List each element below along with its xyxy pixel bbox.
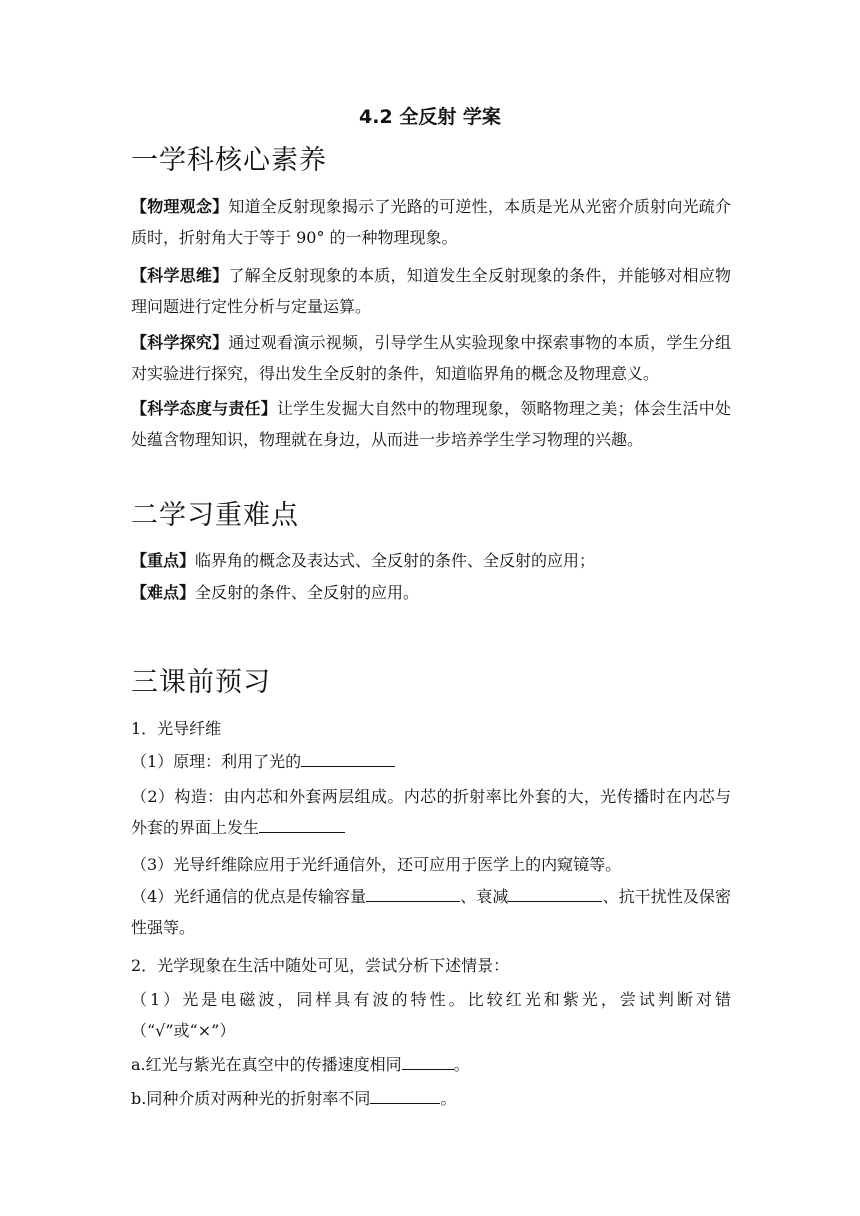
paragraph-difficult-point bbox=[131, 577, 731, 608]
paragraph-scientific-attitude bbox=[131, 393, 731, 455]
question-text: a.红光与紫光在真空中的传播速度相同 bbox=[131, 1055, 402, 1074]
question-1-part-1 bbox=[131, 746, 731, 777]
paragraph-scientific-thinking bbox=[131, 260, 731, 322]
question-text: （4）光纤通信的优点是传输容量 bbox=[131, 887, 367, 906]
tag-label: 【物理观念】 bbox=[131, 197, 229, 216]
question-text: 、衰减 bbox=[460, 887, 509, 906]
section-heading-key-points: 二学习重难点 bbox=[131, 500, 299, 531]
answer-blank[interactable] bbox=[259, 816, 345, 833]
paragraph-key-point bbox=[131, 545, 731, 576]
section-heading-core-literacy: 一学科核心素养 bbox=[131, 145, 327, 176]
document-title: 4.2 全反射 学案 bbox=[359, 106, 501, 128]
answer-blank[interactable] bbox=[402, 1053, 454, 1070]
question-text: b.同种介质对两种光的折射率不同 bbox=[131, 1089, 371, 1108]
paragraph-text: 知道全反射现象揭示了光路的可逆性，本质是光从光密介质射向光疏介质时，折射角大于等于 90° 的一种物理现象。 bbox=[131, 197, 731, 247]
tag-label: 【科学思维】 bbox=[131, 266, 229, 285]
question-text: （1）原理：利用了光的 bbox=[131, 752, 302, 771]
question-2-part-1: （1）光是电磁波，同样具有波的特性。比较红光和紫光，尝试判断对错（“√”或“×”） bbox=[131, 990, 731, 1040]
answer-blank[interactable] bbox=[366, 885, 460, 902]
paragraph-text: 通过观看演示视频，引导学生从实验现象中探索事物的本质，学生分组对实验进行探究，得出发生全反射的条件，知道临界角的概念及物理意义。 bbox=[131, 333, 731, 383]
tag-label: 【科学态度与责任】 bbox=[131, 399, 277, 418]
question-text: （2）构造：由内芯和外套两层组成。内芯的折射率比外套的大，光传播时在内芯与外套的界面上发生 bbox=[131, 787, 731, 837]
question-1-part-2 bbox=[131, 781, 731, 843]
tag-label: 【重点】 bbox=[131, 551, 196, 570]
question-1-part-3: （3）光导纤维除应用于光纤通信外，还可应用于医学上的内窥镜等。 bbox=[131, 855, 622, 874]
section-heading-preview: 三课前预习 bbox=[131, 667, 271, 698]
question-1-title: 1．光导纤维 bbox=[131, 719, 222, 738]
answer-blank[interactable] bbox=[370, 1087, 440, 1104]
answer-blank[interactable] bbox=[301, 750, 395, 767]
paragraph-text: 全反射的条件、全反射的应用。 bbox=[195, 583, 420, 602]
paragraph-text: 了解全反射现象的本质，知道发生全反射现象的条件，并能够对相应物理问题进行定性分析与定量运算。 bbox=[131, 266, 731, 316]
paragraph-scientific-inquiry bbox=[131, 327, 731, 389]
paragraph-physics-concept bbox=[131, 191, 731, 253]
question-2-title: 2．光学现象在生活中随处可见，尝试分析下述情景： bbox=[131, 956, 510, 975]
paragraph-text: 临界角的概念及表达式、全反射的条件、全反射的应用； bbox=[195, 551, 596, 570]
question-text: 。 bbox=[440, 1089, 457, 1108]
question-2-item-a bbox=[131, 1049, 731, 1080]
answer-blank[interactable] bbox=[508, 885, 602, 902]
paragraph-text: 让学生发掘大自然中的物理现象，领略物理之美；体会生活中处处蕴含物理知识，物理就在身边，从而进一步培养学生学习物理的兴趣。 bbox=[131, 399, 731, 449]
question-1-part-4 bbox=[131, 881, 731, 943]
tag-label: 【难点】 bbox=[131, 583, 196, 602]
question-text: 。 bbox=[453, 1055, 470, 1074]
question-text: 、抗干扰性及保密性强等。 bbox=[131, 887, 731, 937]
question-2-item-b bbox=[131, 1083, 731, 1114]
tag-label: 【科学探究】 bbox=[131, 333, 229, 352]
